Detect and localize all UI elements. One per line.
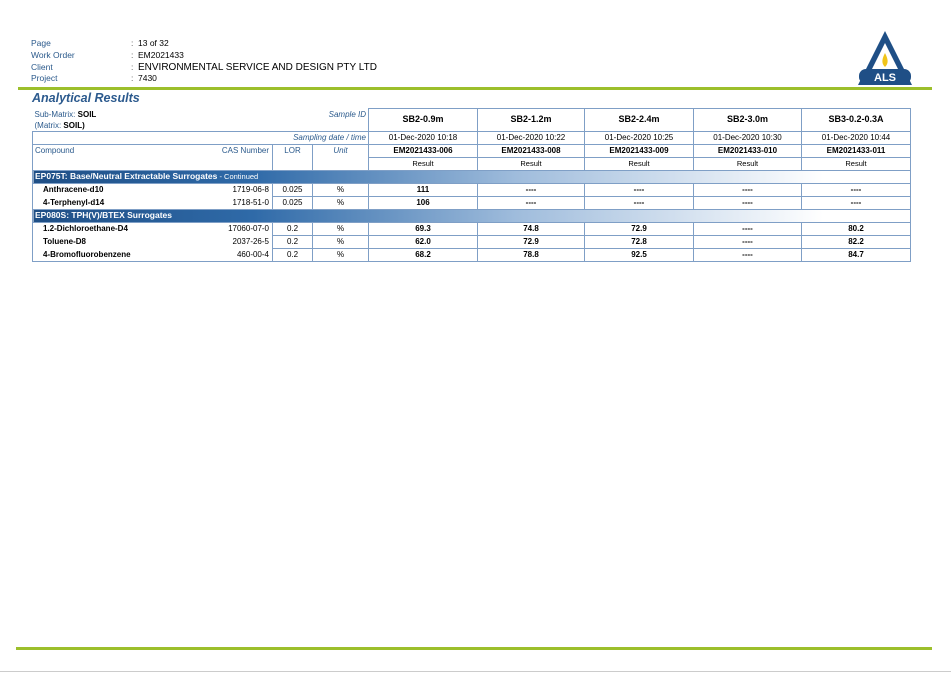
sample-id-label: Sample ID [328,109,366,119]
result-value: 72.9 [585,222,694,235]
result-value: ---- [585,196,694,209]
result-label: Result [585,157,694,170]
matrix-label: (Matrix: [34,120,62,130]
page-label: Page [31,38,51,48]
sub-matrix-label: Sub-Matrix: [34,109,76,119]
lor-value: 0.2 [273,235,313,248]
page-title: Analytical Results [32,91,140,105]
lor-label: LOR [273,144,313,170]
result-value: ---- [694,235,802,248]
page-value: 13 of 32 [138,38,169,48]
sampling-date-row [33,131,911,144]
result-label: Result [802,157,911,170]
report-header [31,38,377,85]
result-value: 72.8 [585,235,694,248]
work-order-row [31,50,377,62]
client-row [31,62,377,74]
colon: : [131,73,134,84]
section-header [33,209,911,222]
table-row [33,248,911,261]
als-logo [855,29,915,89]
sample-id-row [33,109,911,132]
matrix-value: SOIL) [63,120,85,130]
result-value: 80.2 [802,222,911,235]
sample-id: SB3-0.2-0.3A [802,109,911,132]
colon: : [131,38,134,48]
lab-sample-id: EM2021433-008 [478,144,585,157]
colon: : [131,61,134,72]
lab-id-row [33,144,911,157]
unit-value: % [313,248,369,261]
page-row [31,38,377,50]
result-value: 92.5 [585,248,694,261]
lab-sample-id: EM2021433-006 [369,144,478,157]
footer-divider [16,647,932,650]
sample-id: SB2-2.4m [585,109,694,132]
lab-sample-id: EM2021433-010 [694,144,802,157]
compound-label: Compound [35,145,75,155]
result-value: ---- [694,222,802,235]
cas-number: 1719-06-8 [232,185,269,195]
unit-value: % [313,222,369,235]
client-value: ENVIRONMENTAL SERVICE AND DESIGN PTY LTD [138,61,377,73]
table-row [33,222,911,235]
unit-value: % [313,196,369,209]
unit-value: % [313,183,369,196]
cas-number: 460-00-4 [236,249,269,259]
sampling-date: 01-Dec-2020 10:18 [369,131,478,144]
sampling-date-label: Sampling date / time [33,131,369,144]
result-value: 84.7 [802,248,911,261]
result-value: 74.8 [478,222,585,235]
sample-id: SB2-3.0m [694,109,802,132]
section-subtitle: - Continued [217,172,259,181]
result-label: Result [369,157,478,170]
section-title: EP080S: TPH(V)/BTEX Surrogates [35,210,172,220]
project-row [31,73,377,85]
result-value: ---- [694,183,802,196]
sampling-date: 01-Dec-2020 10:22 [478,131,585,144]
unit-label: Unit [313,144,369,170]
result-value: ---- [478,183,585,196]
result-value: 78.8 [478,248,585,261]
sample-id: SB2-0.9m [369,109,478,132]
colon: : [131,49,134,60]
lor-value: 0.025 [273,183,313,196]
sample-id: SB2-1.2m [478,109,585,132]
result-label: Result [478,157,585,170]
result-value: 72.9 [478,235,585,248]
cas-number-label: CAS Number [221,145,269,155]
compound-header [33,144,273,170]
sampling-date: 01-Dec-2020 10:30 [694,131,802,144]
result-label: Result [694,157,802,170]
logo-text: ALS [874,72,896,84]
section-title: EP075T: Base/Neutral Extractable Surrogates [35,171,218,181]
project-label: Project [31,73,58,84]
result-value: 111 [369,183,478,196]
lab-sample-id: EM2021433-011 [802,144,911,157]
page-edge [0,671,951,672]
results-table [32,108,911,262]
result-value: ---- [694,248,802,261]
compound-name: Toluene-D8 [43,237,86,246]
sampling-date: 01-Dec-2020 10:44 [802,131,911,144]
work-order-label: Work Order [31,49,75,60]
cas-number: 1718-51-0 [232,197,269,207]
compound-name: Anthracene-d10 [43,185,104,195]
cas-number: 2037-26-5 [232,237,269,246]
result-value: 82.2 [802,235,911,248]
matrix-cell [33,109,273,132]
section-header [33,170,911,183]
lor-value: 0.2 [273,222,313,235]
result-value: 62.0 [369,235,478,248]
result-value: 68.2 [369,248,478,261]
lor-value: 0.2 [273,248,313,261]
result-value: 106 [369,196,478,209]
table-row [33,235,911,248]
compound-name: 1.2-Dichloroethane-D4 [43,224,128,234]
result-value: 69.3 [369,222,478,235]
result-value: ---- [694,196,802,209]
result-value: ---- [802,183,911,196]
project-value: 7430 [138,73,157,84]
header-divider [18,87,932,90]
client-label: Client [31,61,53,72]
result-value: ---- [585,183,694,196]
sub-matrix-value: SOIL [77,109,97,119]
work-order-value: EM2021433 [138,49,184,60]
result-value: ---- [478,196,585,209]
compound-name: 4-Terphenyl-d14 [43,197,105,207]
lor-value: 0.025 [273,196,313,209]
table-row [33,183,911,196]
unit-value: % [313,235,369,248]
table-row [33,196,911,209]
lab-sample-id: EM2021433-009 [585,144,694,157]
compound-name: 4-Bromofluorobenzene [43,249,131,259]
result-value: ---- [802,196,911,209]
sampling-date: 01-Dec-2020 10:25 [585,131,694,144]
cas-number: 17060-07-0 [228,224,269,234]
